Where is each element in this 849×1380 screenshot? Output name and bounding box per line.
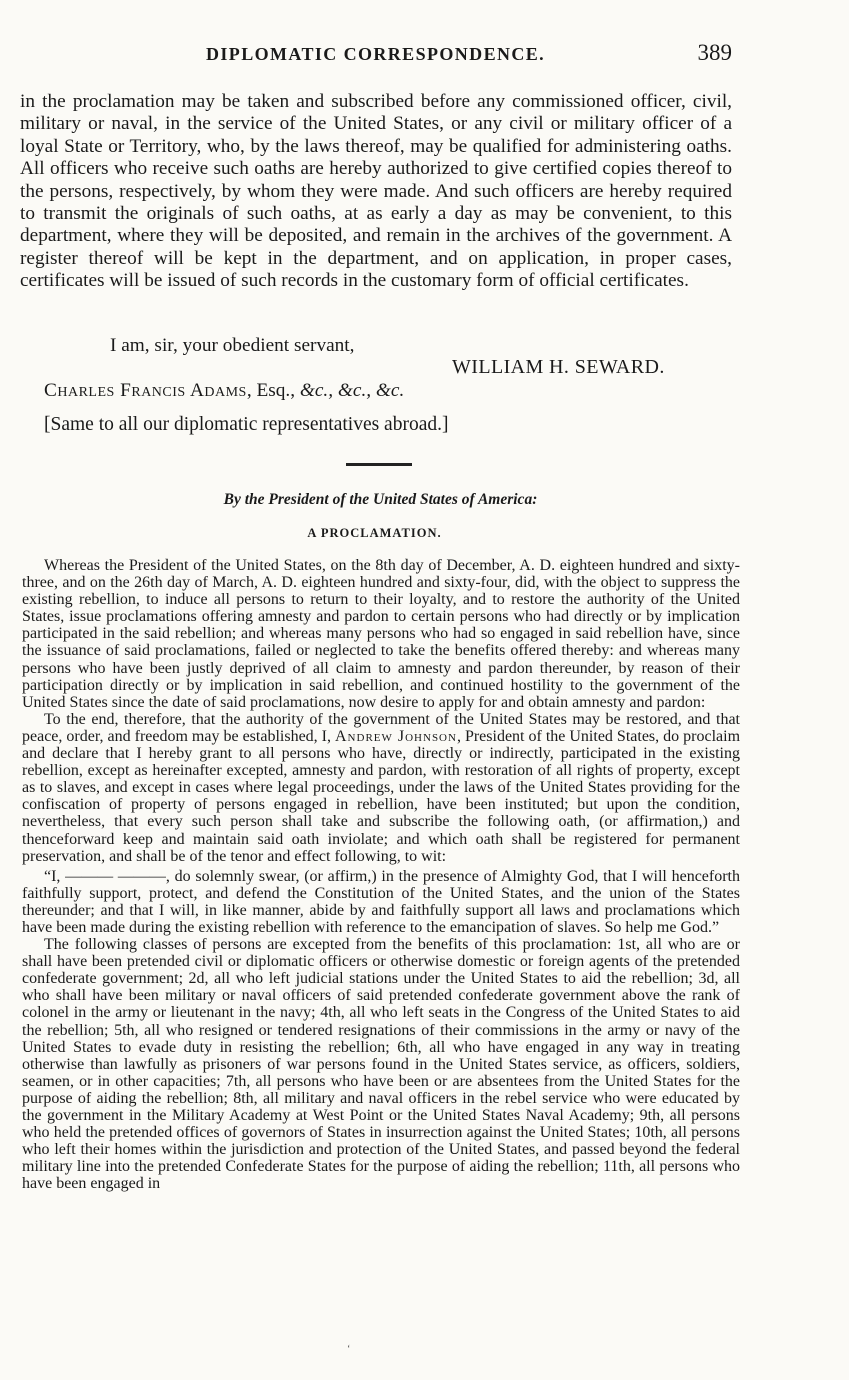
declaration-start: To the end, therefore, that the authority of the government of the United States may be restored, and that peace, order, and freedom may be established, I, (22, 710, 740, 745)
letter-body (20, 91, 732, 293)
declaration-end: , President of the United States, do proclaim and declare that I hereby grant to all persons who have, directly or indirectly, participated in the existing rebellion, except as hereinafter excepted, amnesty and pardon, with restoration of all rights of property, except as to slaves, and except in cases where legal proceedings, under the laws of the United States providing for the confiscation of property of persons engaged in rebellion, have been instituted; but upon the condition, nevertheless, that every such person shall take and subscribe the following oath, (or affirmation,) and thenceforward keep and maintain said oath inviolate; and which oath shall be registered for permanent preservation, and shall be of the tenor and effect following, to wit: (22, 727, 741, 865)
section-divider (346, 463, 412, 466)
addressee-name: Charles Francis Adams (44, 380, 247, 401)
proclamation-text (22, 557, 740, 1192)
letter-paragraph: in the proclamation may be taken and subscribed before any commissioned officer, civil, military or naval, in the service of the United States, or any civil or military officer of a loyal State or Territory, who, by the laws thereof, may be qualified for administering oaths. All officers who receive such oaths are hereby authorized to give certified copies thereof to the persons, respectively, by whom they were made. And such officers are hereby required to transmit the originals of such oaths, at as early a day as may be convenient, to this department, where they will be deposited, and remain in the archives of the government. A register thereof will be kept in the department, and on application, in proper cases, certificates will be issued of such records in the customary form of official certificates. (20, 91, 732, 292)
addressee-etc: &c., &c., &c. (299, 380, 405, 401)
proclamation-subheading: A PROCLAMATION. (307, 526, 442, 540)
proclamation-paragraph-declaration (22, 711, 740, 865)
distribution-note: [Same to all our diplomatic representatives abroad.] (44, 414, 449, 435)
addressee-suffix: , Esq., (246, 380, 300, 401)
page-number: 389 (697, 40, 732, 65)
running-title: DIPLOMATIC CORRESPONDENCE. (206, 44, 546, 64)
proclamation-heading: By the President of the United States of America: (223, 491, 538, 508)
president-name: Andrew Johnson (335, 727, 457, 745)
addressee-line (44, 380, 404, 402)
proclamation-paragraph-preamble: Whereas the President of the United States, on the 8th day of December, A. D. eighteen hundred and sixty-three, and on the 26th day of March, A. D. eighteen hundred and sixty-four, did, with the object to suppress the existing rebellion, to induce all persons to return to their loyalty, and to restore the authority of the United States, issue proclamations offering amnesty and pardon to certain persons who had directly or by implication participated in the said rebellion; and whereas many persons who had so engaged in said rebellion have, since the issuance of said proclamations, failed or neglected to take the benefits offered thereby: and whereas many persons who have been justly deprived of all claim to amnesty and pardon thereunder, by reason of their participation directly or by implication in said rebellion, and continued hostility to the government of the United States since the date of said proclamations, now desire to apply for and obtain amnesty and pardon: (22, 557, 740, 711)
running-header (22, 40, 732, 70)
proclamation-paragraph-exceptions: The following classes of persons are excepted from the benefits of this proclamation: 1st, all who are or shall have been pretended civil or diplomatic officers or otherwise domestic or foreign agents of the pretended confederate government; 2d, all who left judicial stations under the United States to aid the rebellion; 3d, all who shall have been military or naval officers of said pretended confederate government above the rank of colonel in the army or lieutenant in the navy; 4th, all who left seats in the Congress of the United States to aid the rebellion; 5th, all who resigned or tendered resignations of their commissions in the army or navy of the United States to evade duty in resisting the rebellion; 6th, all who have engaged in any way in treating otherwise than lawfully as prisoners of war persons found in the United States service, as officers, soldiers, seamen, or in other capacities; 7th, all persons who have been or are absentees from the United States for the purpose of aiding the rebellion; 8th, all military and naval officers in the rebel service who were educated by the government in the Military Academy at West Point or the United States Naval Academy; 9th, all persons who held the pretended offices of governors of States in insurrection against the United States; 10th, all persons who left their homes within the jurisdiction and protection of the United States, and passed beyond the federal military line into the pretended Confederate States for the purpose of aiding the rebellion; 11th, all persons who have been engaged in (22, 936, 740, 1193)
oath-text: “I, ——— ———, do solemnly swear, (or affirm,) in the presence of Almighty God, that I will henceforth faithfully support, protect, and defend the Constitution of the United States, and the union of the States thereunder; and that I will, in like manner, abide by and faithfully support all laws and proclamations which have been made during the existing rebellion with reference to the emancipation of slaves. So help me God.” (22, 867, 740, 936)
letter-signature: WILLIAM H. SEWARD. (452, 356, 665, 378)
footer-mark: ‘ (347, 1344, 351, 1355)
letter-closing: I am, sir, your obedient servant, (110, 335, 355, 356)
